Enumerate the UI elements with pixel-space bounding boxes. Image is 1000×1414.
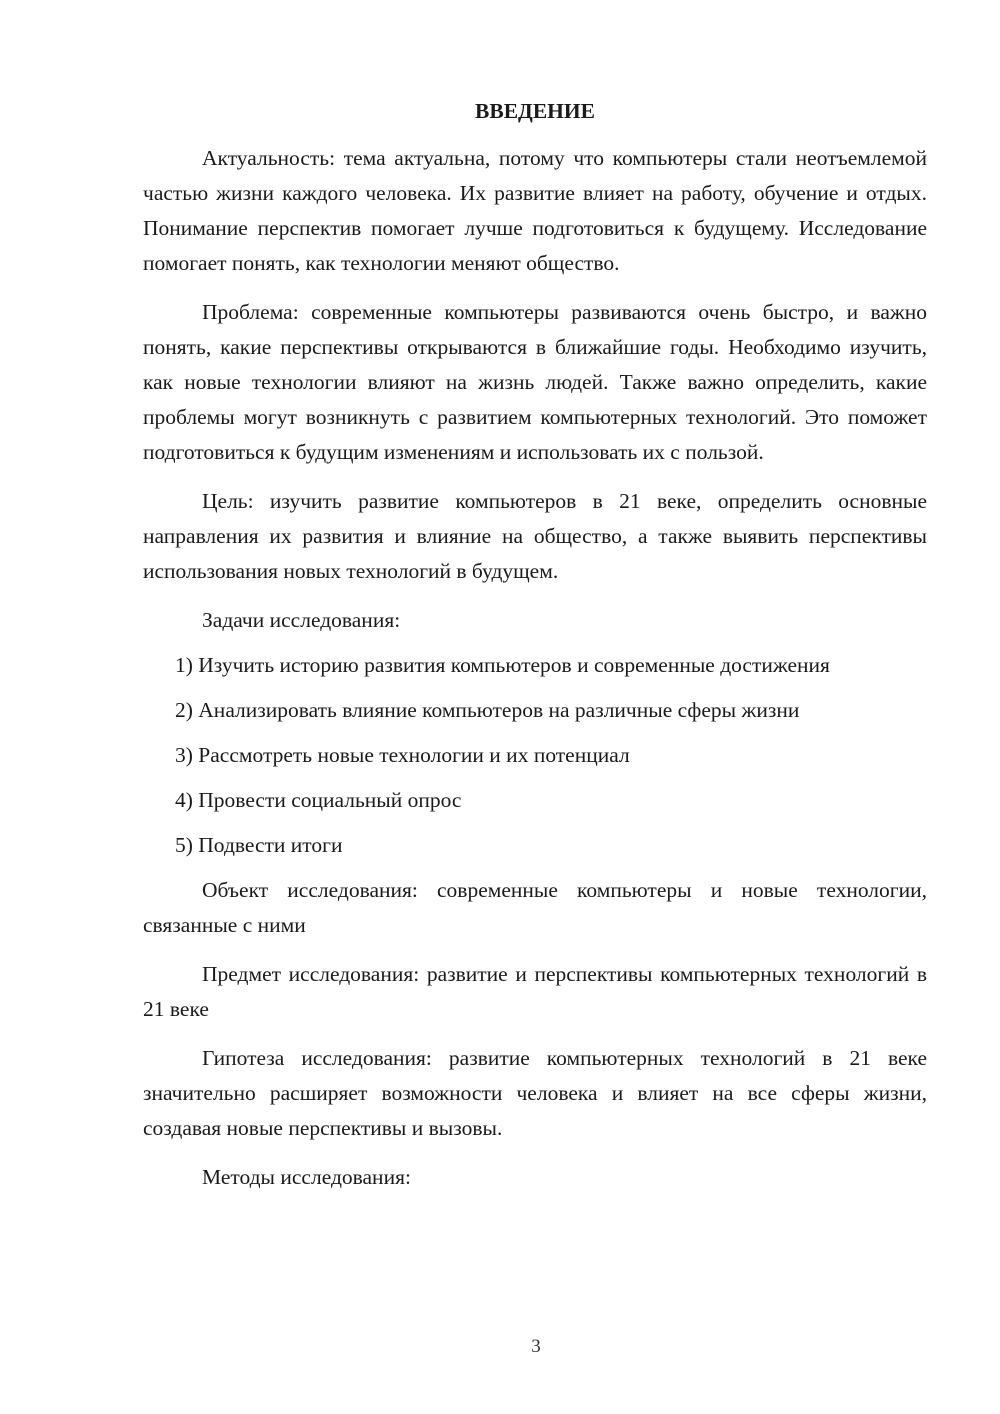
paragraph-relevance: Актуальность: тема актуальна, потому что компьютеры стали неотъемлемой частью жизни каждого человека. Их развитие влияет на работу, обучение и отдых. Понимание перспектив помогает лучше подготовиться к будущему. Исследование помогает понять, как технологии меняют общество. <box>143 146 927 275</box>
paragraph-goal: Цель: изучить развитие компьютеров в 21 веке, определить основные направления их развития и влияние на общество, а также выявить перспективы использования новых технологий в будущем. <box>143 489 927 583</box>
paragraph-object: Объект исследования: современные компьютеры и новые технологии, связанные с ними <box>143 878 927 937</box>
tasks-heading: Задачи исследования: <box>202 608 401 632</box>
task-item-3: 3) Рассмотреть новые технологии и их потенциал <box>175 743 630 767</box>
page-number: 3 <box>531 1336 541 1357</box>
task-item-5: 5) Подвести итоги <box>175 833 343 857</box>
section-title: ВВЕДЕНИЕ <box>475 99 595 123</box>
task-item-1: 1) Изучить историю развития компьютеров и современные достижения <box>175 653 830 677</box>
paragraph-problem: Проблема: современные компьютеры развиваются очень быстро, и важно понять, какие перспективы открываются в ближайшие годы. Необходимо изучить, как новые технологии влияют на жизнь людей. Также важно определить, какие проблемы могут возникнуть с развитием компьютерных технологий. Это поможет подготовиться к будущим изменениям и использовать их с пользой. <box>143 300 927 464</box>
task-item-2: 2) Анализировать влияние компьютеров на различные сферы жизни <box>175 698 800 722</box>
methods-heading: Методы исследования: <box>202 1165 411 1189</box>
task-item-4: 4) Провести социальный опрос <box>175 788 462 812</box>
paragraph-hypothesis: Гипотеза исследования: развитие компьютерных технологий в 21 веке значительно расширяет возможности человека и влияет на все сферы жизни, создавая новые перспективы и вызовы. <box>143 1046 927 1140</box>
paragraph-subject: Предмет исследования: развитие и перспективы компьютерных технологий в 21 веке <box>143 962 927 1021</box>
page-body <box>143 96 927 1209</box>
